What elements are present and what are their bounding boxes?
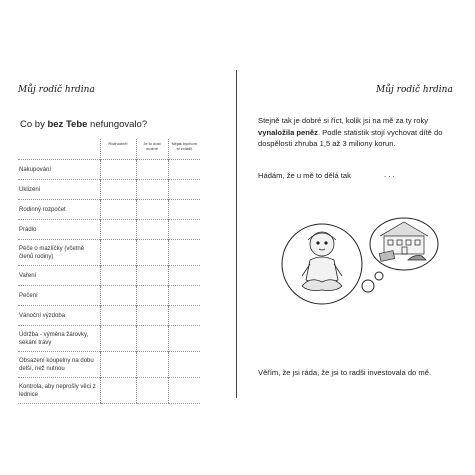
- checkbox-cell[interactable]: [136, 326, 168, 352]
- checkbox-cell[interactable]: [100, 220, 136, 240]
- left-page-title: Můj rodič hrdina: [18, 85, 95, 95]
- checkbox-cell[interactable]: [100, 306, 136, 326]
- question-prefix: Co by: [20, 119, 48, 130]
- para1-bold: vynaložila peněz: [258, 127, 318, 137]
- row-label: Péče o mazlíčky (včetně členů rodiny): [18, 240, 100, 266]
- checkbox-cell[interactable]: [168, 220, 200, 240]
- header-blank: [18, 139, 100, 160]
- investment-paragraph: Věřím, že jsi ráda, že jsi to radši investovala do mě.: [258, 368, 432, 377]
- baby-icon: [302, 232, 342, 291]
- para1-end: . Podle statistik stojí vychovat dítě do dospělosti zhruba 1,5 až 3 miliony korun.: [258, 127, 443, 148]
- table-header-row: [18, 139, 200, 160]
- checkbox-cell[interactable]: [136, 352, 168, 378]
- row-label: Pečení: [18, 286, 100, 306]
- left-page: [0, 0, 236, 475]
- table-row: [18, 200, 200, 220]
- checkbox-cell[interactable]: [100, 326, 136, 352]
- checkbox-cell[interactable]: [168, 378, 200, 404]
- row-label: Vánoční výzdoba: [18, 306, 100, 326]
- checkbox-cell[interactable]: [136, 306, 168, 326]
- checkbox-cell[interactable]: [136, 200, 168, 220]
- checkbox-cell[interactable]: [168, 160, 200, 180]
- checkbox-cell[interactable]: [168, 266, 200, 286]
- checkbox-cell[interactable]: [168, 326, 200, 352]
- row-label: Rodinný rozpočet: [18, 200, 100, 220]
- checkbox-cell[interactable]: [100, 378, 136, 404]
- checkbox-cell[interactable]: [100, 352, 136, 378]
- table-row: [18, 240, 200, 266]
- row-label: Kontrola, aby neprošly věci z lednice: [18, 378, 100, 404]
- guess-paragraph: Hádám, že u mě to dělá tak: [258, 171, 351, 180]
- checkbox-cell[interactable]: [168, 352, 200, 378]
- column-header: Je to dost možné: [136, 139, 168, 160]
- table-row: [18, 266, 200, 286]
- table-row: [18, 180, 200, 200]
- table-row: [18, 378, 200, 404]
- question-heading: [20, 119, 147, 130]
- column-header: Rozhodně!: [100, 139, 136, 160]
- thought-bubble-baby-house-icon: [280, 210, 440, 340]
- question-suffix: nefungovalo?: [87, 119, 148, 130]
- checkbox-cell[interactable]: [136, 240, 168, 266]
- right-page-title: Můj rodič hrdina: [376, 85, 453, 95]
- checkbox-cell[interactable]: [168, 180, 200, 200]
- row-label: Údržba - výměna žárovky, sekání trávy: [18, 326, 100, 352]
- table-row: [18, 326, 200, 352]
- checkbox-cell[interactable]: [100, 266, 136, 286]
- right-page: [238, 0, 475, 475]
- table-row: [18, 306, 200, 326]
- checkbox-cell[interactable]: [100, 286, 136, 306]
- row-label: Prádlo: [18, 220, 100, 240]
- para1-start: Stejně tak je dobré si říct, kolik jsi na mě za ty roky: [258, 116, 429, 125]
- table-row: [18, 286, 200, 306]
- guess-dots: ...: [384, 170, 397, 179]
- checkbox-cell[interactable]: [136, 160, 168, 180]
- question-bold: bez Tebe: [47, 119, 88, 130]
- row-label: Obsazení koupelny na dobu delší, než nutnou: [18, 352, 100, 378]
- checkbox-cell[interactable]: [136, 180, 168, 200]
- table-row: [18, 160, 200, 180]
- checkbox-cell[interactable]: [100, 240, 136, 266]
- house-icon: [379, 222, 428, 261]
- checkbox-cell[interactable]: [136, 266, 168, 286]
- checkbox-cell[interactable]: [168, 306, 200, 326]
- checkbox-cell[interactable]: [100, 200, 136, 220]
- checklist-table: [18, 139, 200, 404]
- table-row: [18, 220, 200, 240]
- column-header: Nějak bychom to zvládli: [168, 139, 200, 160]
- checkbox-cell[interactable]: [168, 200, 200, 220]
- book-spine: [236, 70, 237, 398]
- row-label: Uklizení: [18, 180, 100, 200]
- checkbox-cell[interactable]: [136, 220, 168, 240]
- row-label: Vaření: [18, 266, 100, 286]
- table-row: [18, 352, 200, 378]
- checkbox-cell[interactable]: [136, 286, 168, 306]
- checkbox-cell[interactable]: [100, 160, 136, 180]
- checkbox-cell[interactable]: [136, 378, 168, 404]
- checkbox-cell[interactable]: [100, 180, 136, 200]
- checkbox-cell[interactable]: [168, 240, 200, 266]
- row-label: Nakupování: [18, 160, 100, 180]
- cost-paragraph: [258, 115, 458, 150]
- checkbox-cell[interactable]: [168, 286, 200, 306]
